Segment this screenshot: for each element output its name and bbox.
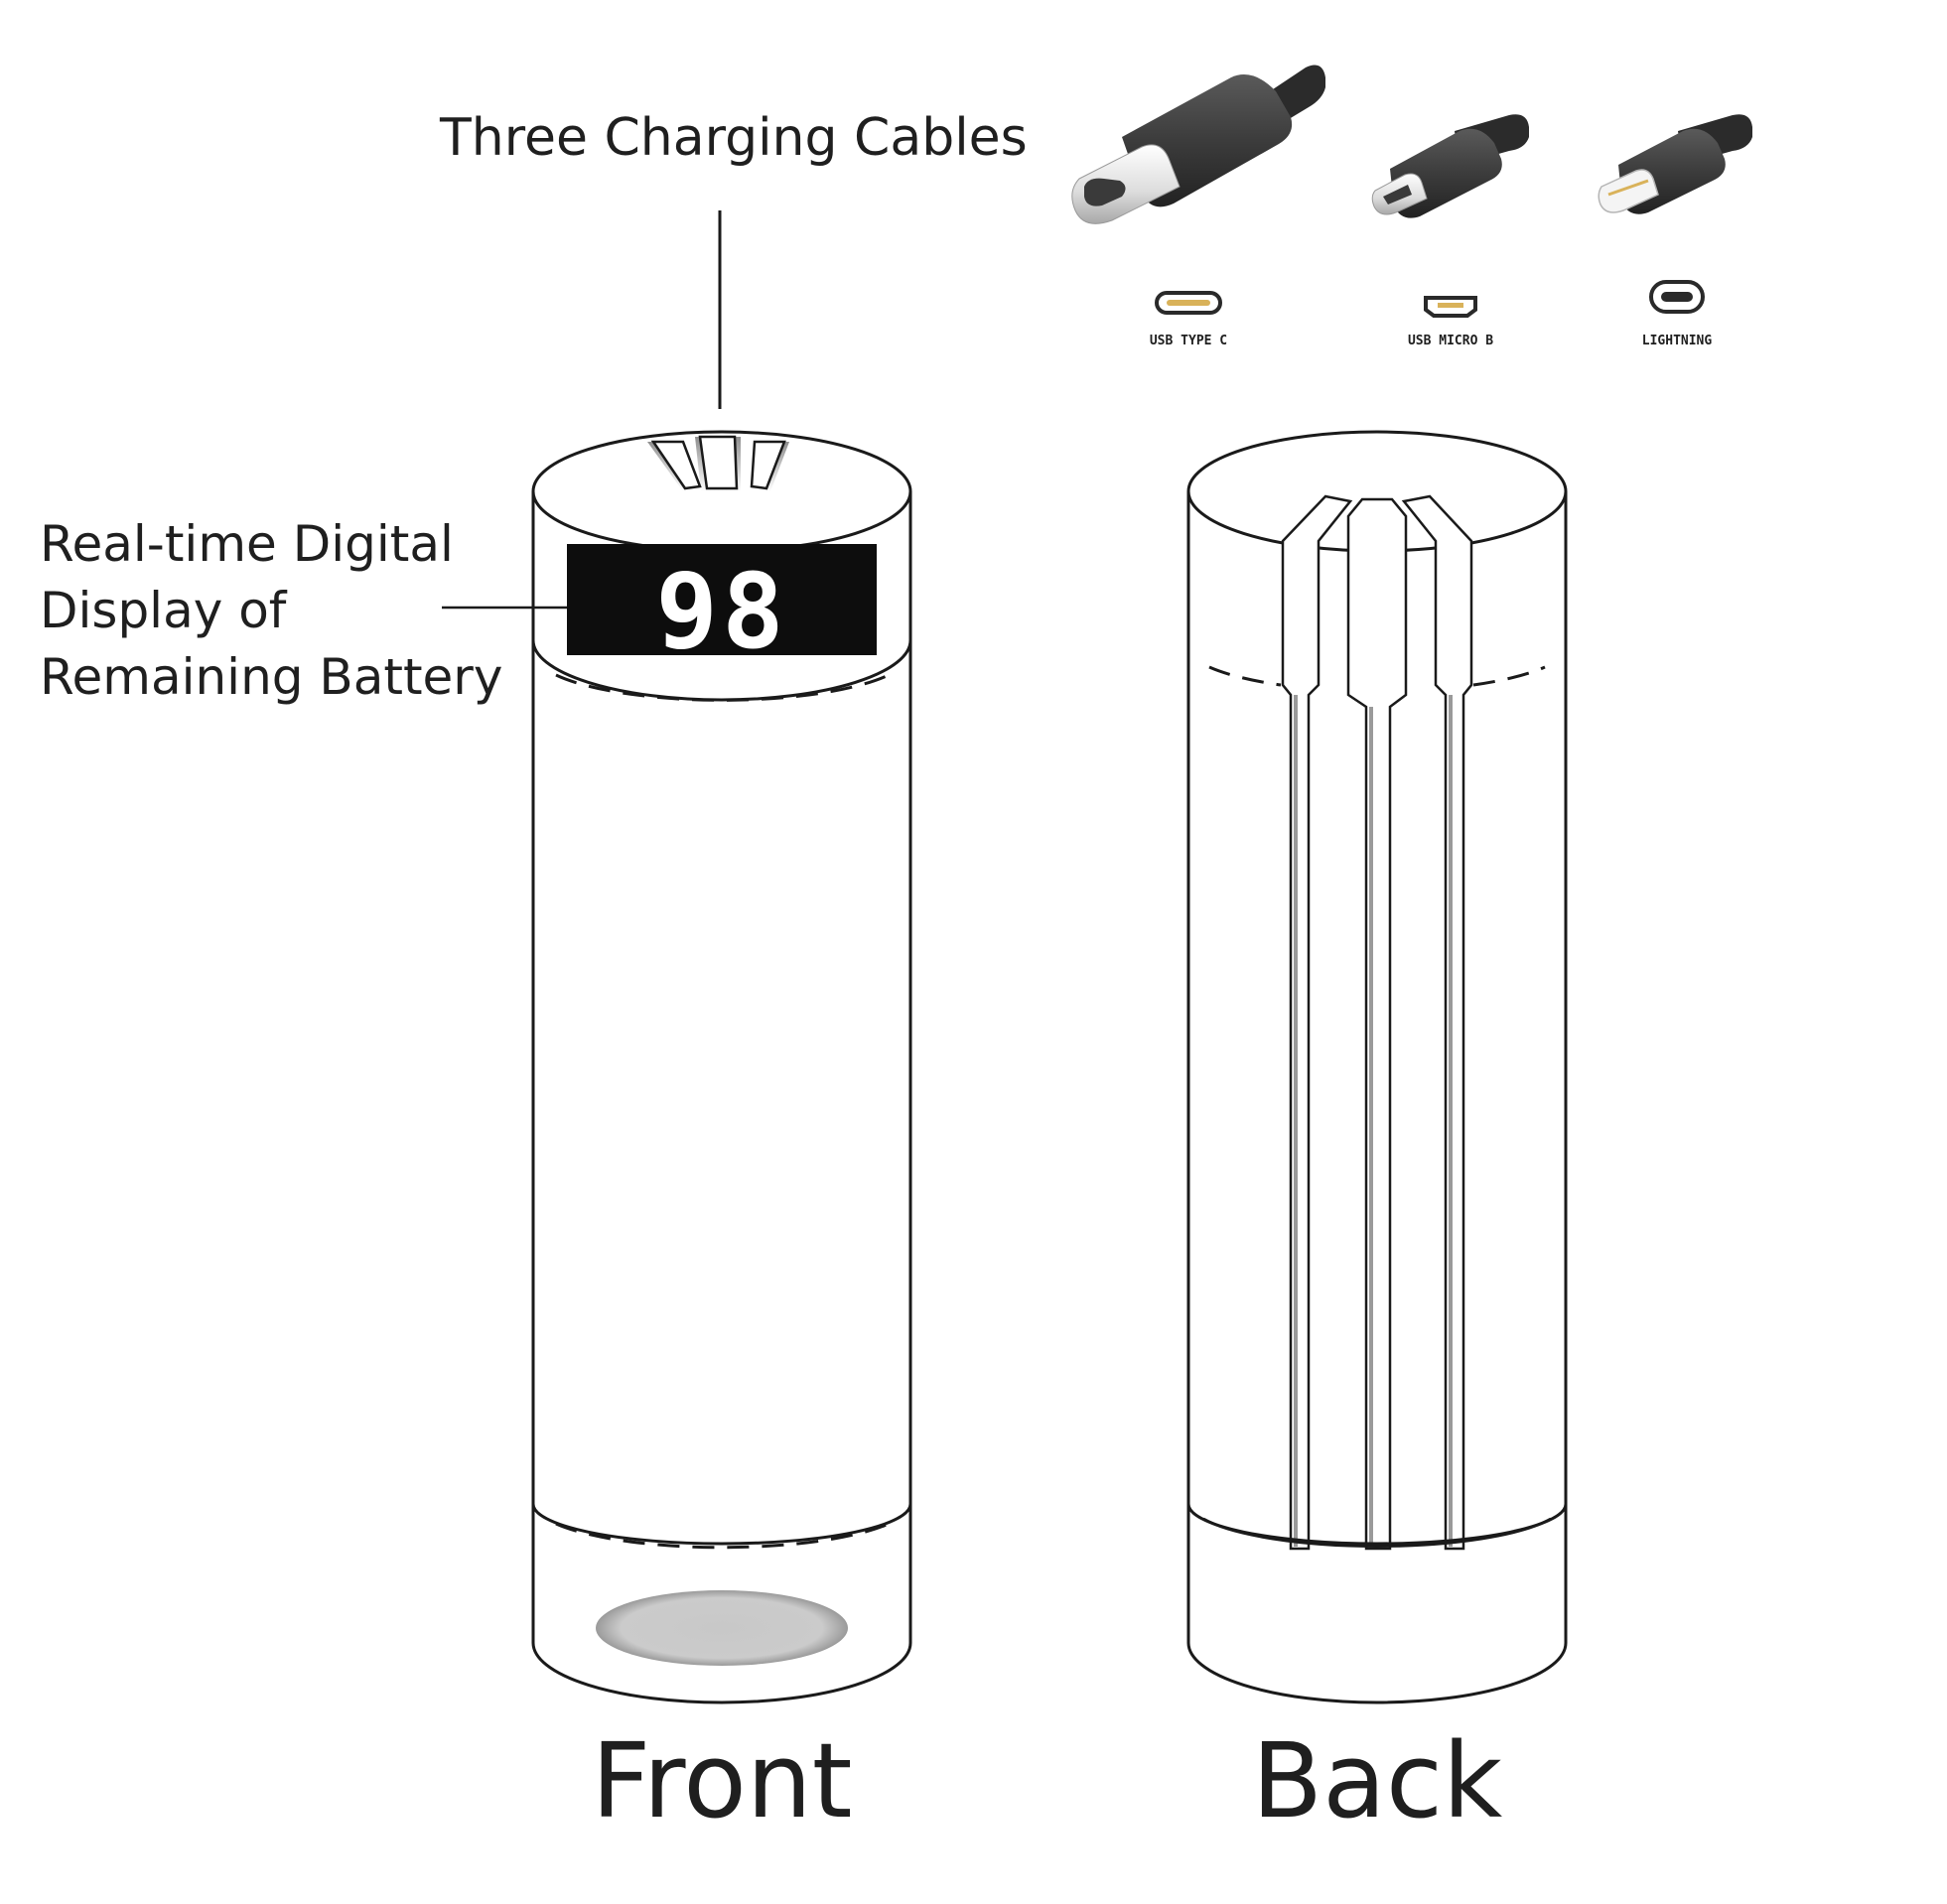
back-view-label: Back [1251,1720,1503,1841]
connector-label-usb-micro-b: USB MICRO B [1407,334,1494,348]
connector-label-lightning: LIGHTNING [1641,334,1713,348]
usb-type-c-port-icon [1157,293,1220,313]
usb-micro-b-port-icon [1426,298,1475,316]
display-callout-line-1: Real-time Digital [40,515,454,573]
display-callout-line-3: Remaining Battery [40,648,503,706]
front-view-label: Front [591,1720,853,1841]
lightning-plug-icon [1599,114,1752,214]
usb-type-c-plug-icon [1072,66,1325,224]
display-callout-line-2: Display of [40,582,287,639]
back-view-power-bank [1188,432,1566,1702]
battery-display-value: 98 [655,551,788,672]
front-view-power-bank [533,432,910,1702]
connector-label-usb-type-c: USB TYPE C [1149,334,1228,348]
front-charging-pad [596,1590,848,1666]
usb-micro-b-plug-icon [1372,114,1529,217]
cables-callout-label: Three Charging Cables [440,108,1028,168]
front-cable-notches [653,437,784,488]
back-cable-grooves [1283,496,1471,1549]
lightning-port-icon [1651,282,1703,312]
